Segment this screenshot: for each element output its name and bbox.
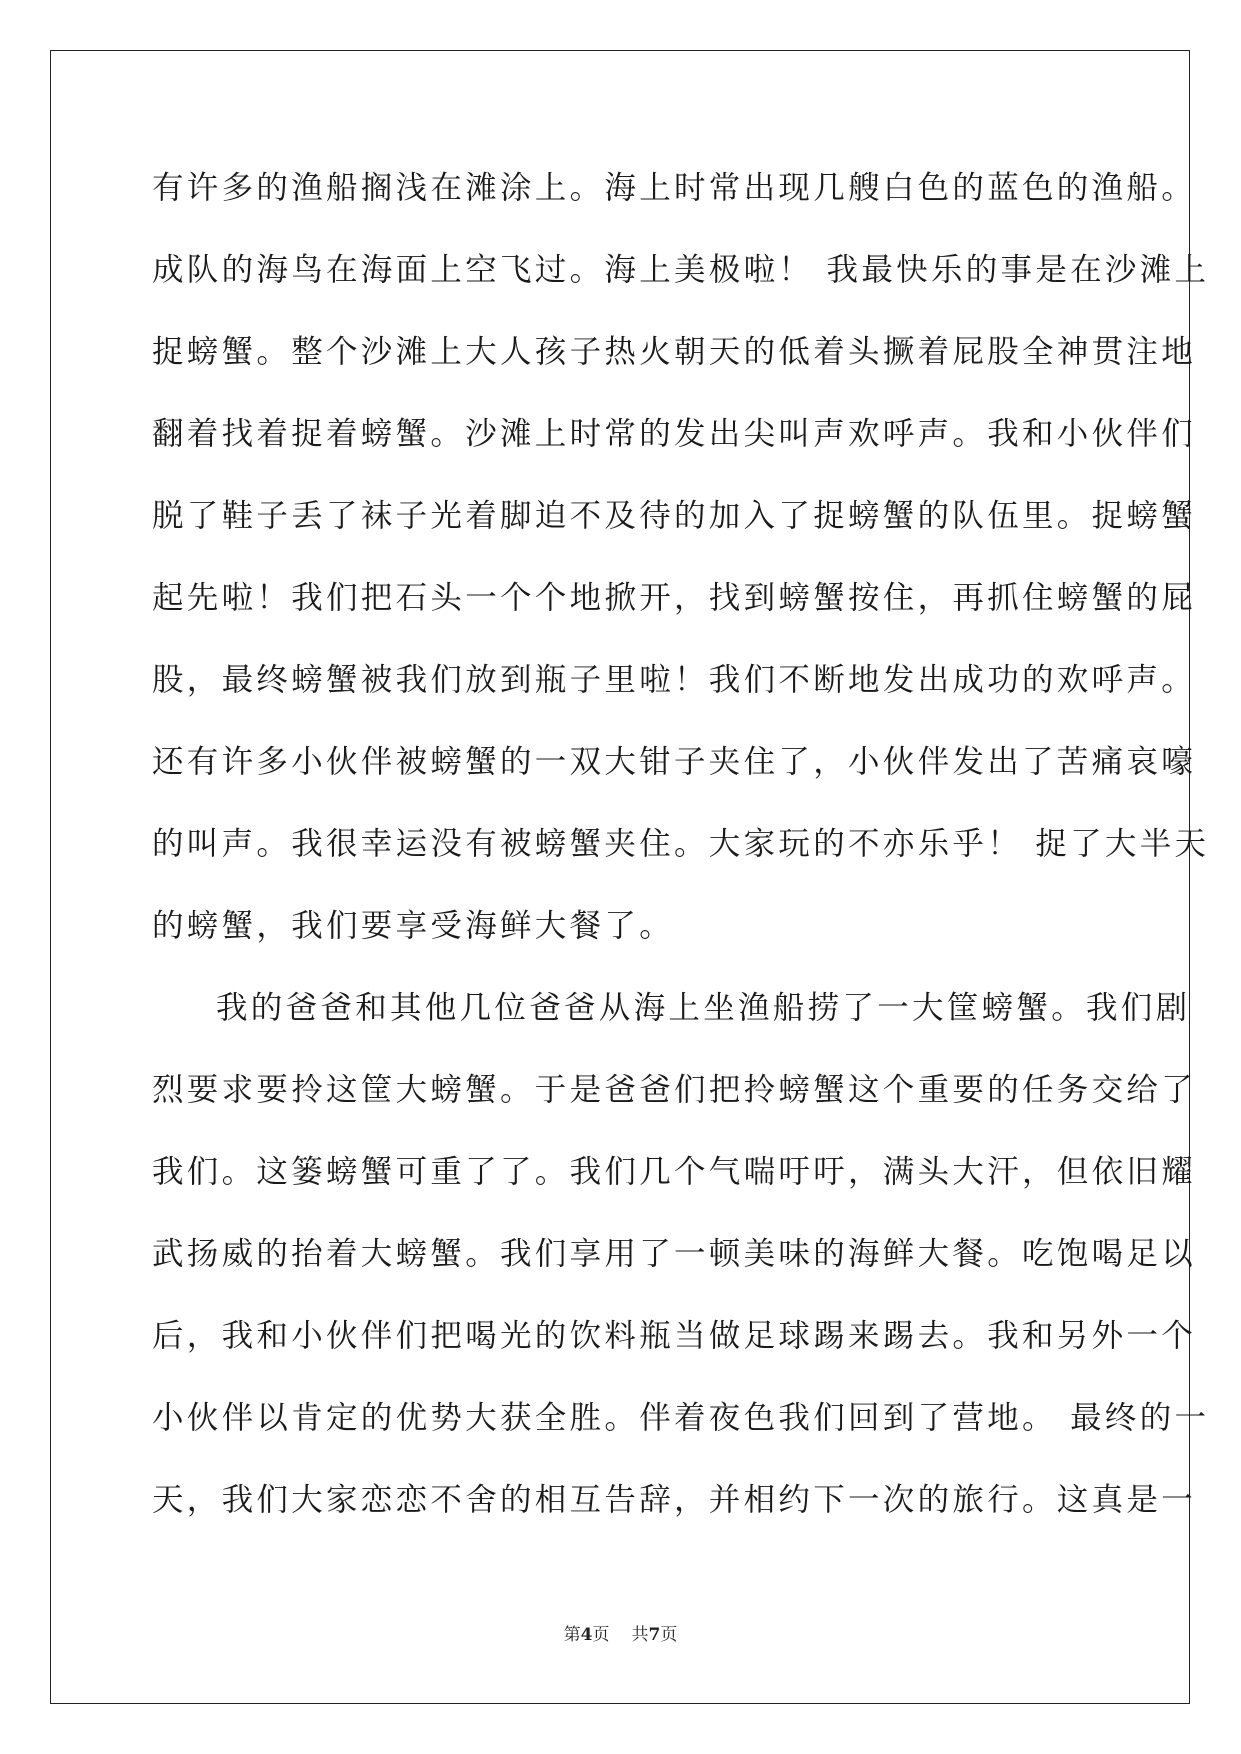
text-line: 天，我们大家恋恋不舍的相互告辞，并相约下一次的旅行。这真是一 [152, 1482, 1197, 1518]
text-line: 后，我和小伙伴们把喝光的饮料瓶当做足球踢来踢去。我和另外一个 [152, 1318, 1197, 1354]
text-line: 烈要求要拎这筐大螃蟹。于是爸爸们把拎螃蟹这个重要的任务交给了 [152, 1072, 1197, 1108]
total-page-count: 7 [648, 1625, 661, 1645]
current-page-number: 4 [580, 1625, 593, 1645]
text-line: 小伙伴以肯定的优势大获全胜。伴着夜色我们回到了营地。 最终的一 [152, 1400, 1210, 1436]
text-line: 翻着找着捉着螃蟹。沙滩上时常的发出尖叫声欢呼声。我和小伙伴们 [152, 416, 1197, 452]
text-line: 捉螃蟹。整个沙滩上大人孩子热火朝天的低着头撅着屁股全神贯注地 [152, 334, 1197, 370]
footer-total-prefix: 共 [631, 1625, 649, 1645]
paragraph-start-line: 我的爸爸和其他几位爸爸从海上坐渔船捞了一大筐螃蟹。我们剧 [216, 990, 1191, 1026]
text-line: 武扬威的抬着大螃蟹。我们享用了一顿美味的海鲜大餐。吃饱喝足以 [152, 1236, 1197, 1272]
footer-prefix: 第 [563, 1625, 581, 1645]
footer-total-suffix: 页 [660, 1625, 678, 1645]
text-line: 的叫声。我很幸运没有被螃蟹夹住。大家玩的不亦乐乎！ 捉了大半天 [152, 826, 1210, 862]
text-line: 脱了鞋子丢了袜子光着脚迫不及待的加入了捉螃蟹的队伍里。捉螃蟹 [152, 498, 1197, 534]
text-line: 起先啦！我们把石头一个个地掀开，找到螃蟹按住，再抓住螃蟹的屁 [152, 580, 1197, 616]
text-line: 还有许多小伙伴被螃蟹的一双大钳子夹住了，小伙伴发出了苦痛哀嚎 [152, 744, 1197, 780]
text-line: 的螃蟹，我们要享受海鲜大餐了。 [152, 908, 675, 944]
page-footer [0, 1620, 1241, 1645]
text-line: 股，最终螃蟹被我们放到瓶子里啦！我们不断地发出成功的欢呼声。 [152, 662, 1197, 698]
document-body [152, 160, 1210, 1554]
footer-page-suffix: 页 [592, 1625, 610, 1645]
text-line: 我们。这篓螃蟹可重了了。我们几个气喘吁吁，满头大汗，但依旧耀 [152, 1154, 1197, 1190]
text-line: 成队的海鸟在海面上空飞过。海上美极啦！ 我最快乐的事是在沙滩上 [152, 252, 1210, 288]
text-line: 有许多的渔船搁浅在滩涂上。海上时常出现几艘白色的蓝色的渔船。 [152, 170, 1197, 206]
